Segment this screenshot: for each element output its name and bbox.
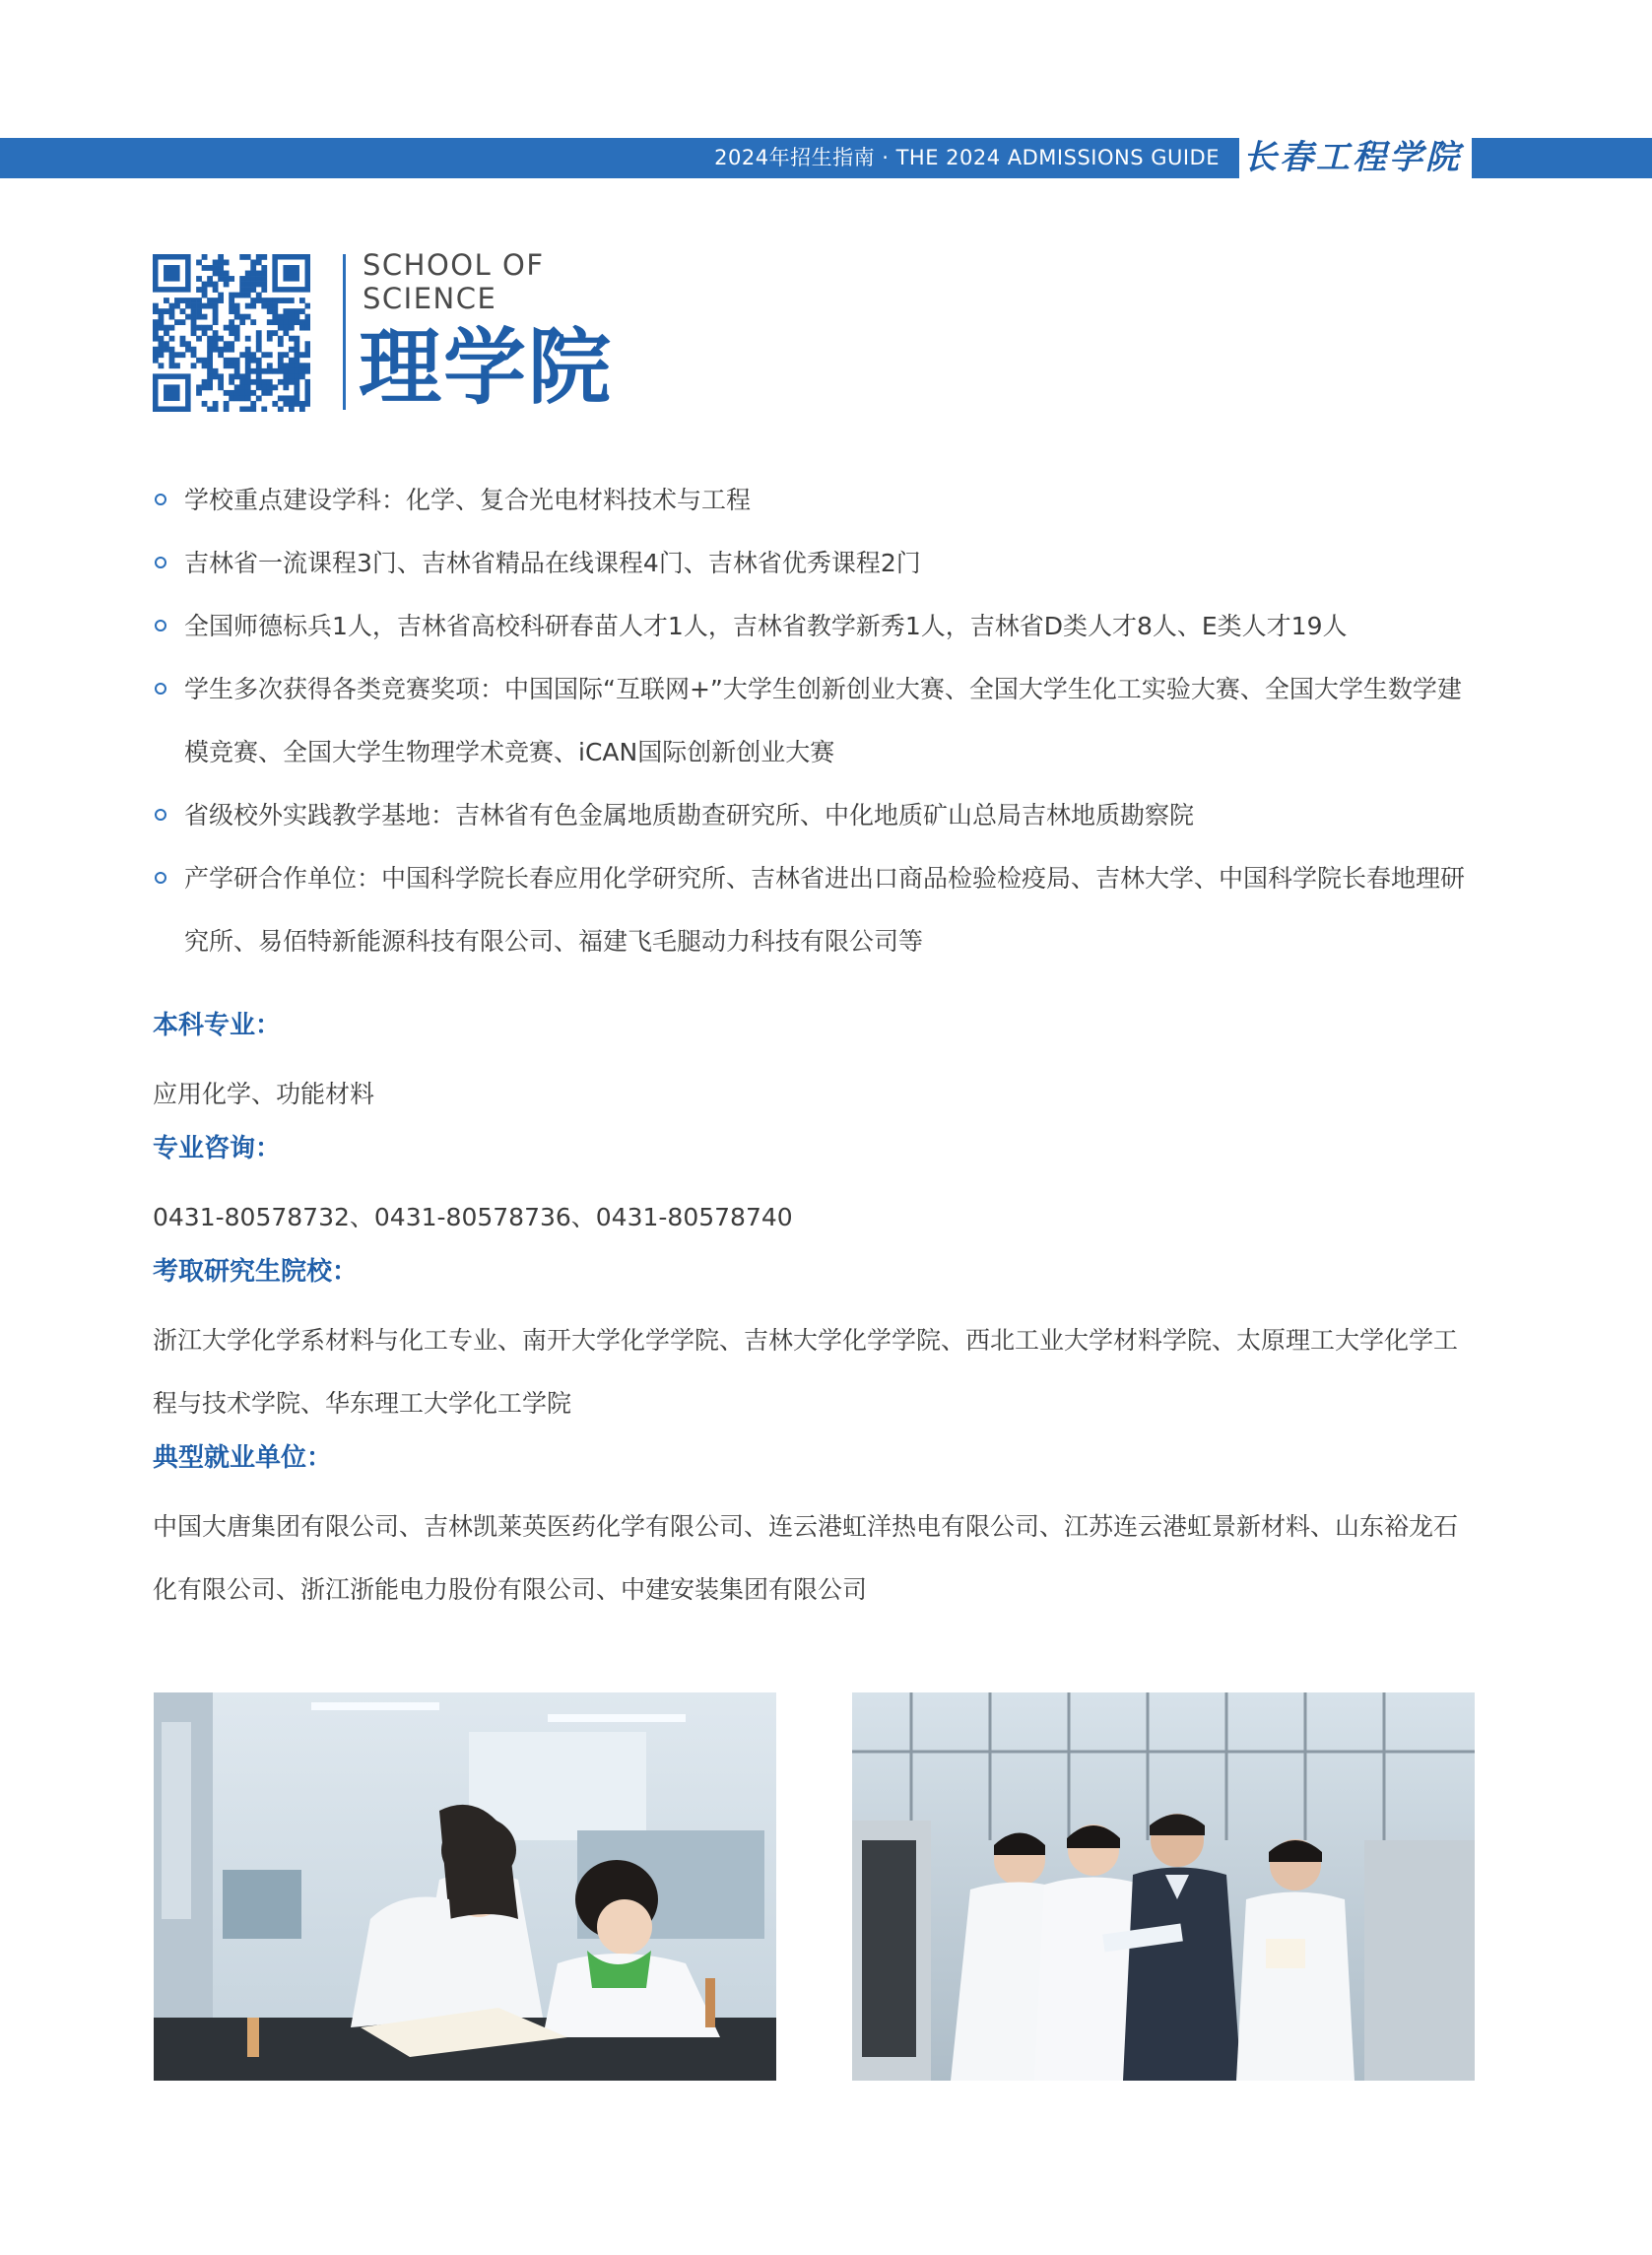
list-item: [153, 469, 1478, 532]
lab-photo-right: [852, 1692, 1475, 2081]
info-sections: [153, 1005, 1478, 1624]
teacher-students-illustration: [852, 1692, 1475, 2081]
title-divider: [343, 254, 346, 410]
highlight-text: 学校重点建设学科：化学、复合光电材料技术与工程: [184, 486, 752, 514]
header-guide-text: 2024年招生指南 · THE 2024 ADMISSIONS GUIDE: [714, 146, 1220, 169]
school-chinese-title: 理学院: [359, 318, 614, 416]
lab-photo-left: [154, 1692, 776, 2081]
majors-section: [153, 1005, 1478, 1126]
school-english-line1: SCHOOL OF: [363, 248, 545, 282]
circle-bullet-icon: [155, 494, 166, 505]
graduate-body: 浙江大学化学系材料与化工专业、南开大学化学学院、吉林大学化学学院、西北工业大学材料学院、太原理工大学化学工程与技术学院、华东理工大学化工学院: [153, 1326, 1459, 1418]
circle-bullet-icon: [155, 557, 166, 568]
majors-body: 应用化学、功能材料: [153, 1080, 375, 1108]
highlights-list: [153, 469, 1478, 973]
graduate-section: [153, 1251, 1478, 1435]
circle-bullet-icon: [155, 620, 166, 631]
circle-bullet-icon: [155, 809, 166, 821]
graduate-heading: 考取研究生院校：: [153, 1257, 359, 1287]
circle-bullet-icon: [155, 683, 166, 695]
consult-heading: 专业咨询：: [153, 1134, 282, 1163]
school-logo: 长春工程学院: [1243, 138, 1462, 177]
list-item: [153, 658, 1478, 784]
lab-students-illustration: [154, 1692, 776, 2081]
employers-body: 中国大唐集团有限公司、吉林凯莱英医药化学有限公司、连云港虹洋热电有限公司、江苏连云港虹景新材料、山东裕龙石化有限公司、浙江浙能电力股份有限公司、中建安装集团有限公司: [153, 1512, 1459, 1604]
highlight-text: 省级校外实践教学基地：吉林省有色金属地质勘查研究所、中化地质矿山总局吉林地质勘察院: [184, 801, 1195, 829]
consult-section: [153, 1128, 1478, 1249]
employers-section: [153, 1437, 1478, 1622]
list-item: [153, 784, 1478, 847]
highlight-text: 学生多次获得各类竞赛奖项：中国国际“互联网+”大学生创新创业大赛、全国大学生化工实验大赛、全国大学生数学建模竞赛、全国大学生物理学术竞赛、iCAN国际创新创业大赛: [184, 675, 1462, 766]
majors-heading: 本科专业：: [153, 1011, 282, 1040]
list-item: [153, 595, 1478, 658]
list-item: [153, 847, 1478, 973]
list-item: [153, 532, 1478, 595]
circle-bullet-icon: [155, 872, 166, 884]
qr-code-icon: [153, 254, 310, 412]
school-english-name: [363, 248, 619, 315]
highlight-text: 全国师德标兵1人，吉林省高校科研春苗人才1人，吉林省教学新秀1人，吉林省D类人才8人、E类人才19人: [184, 612, 1348, 640]
employers-heading: 典型就业单位：: [153, 1443, 333, 1473]
school-english-line2: SCIENCE: [363, 282, 497, 315]
highlight-text: 产学研合作单位：中国科学院长春应用化学研究所、吉林省进出口商品检验检疫局、吉林大学、中国科学院长春地理研究所、易佰特新能源科技有限公司、福建飞毛腿动力科技有限公司等: [184, 864, 1466, 956]
consult-body: 0431-80578732、0431-80578736、0431-80578740: [153, 1203, 793, 1231]
highlight-text: 吉林省一流课程3门、吉林省精品在线课程4门、吉林省优秀课程2门: [184, 549, 921, 577]
